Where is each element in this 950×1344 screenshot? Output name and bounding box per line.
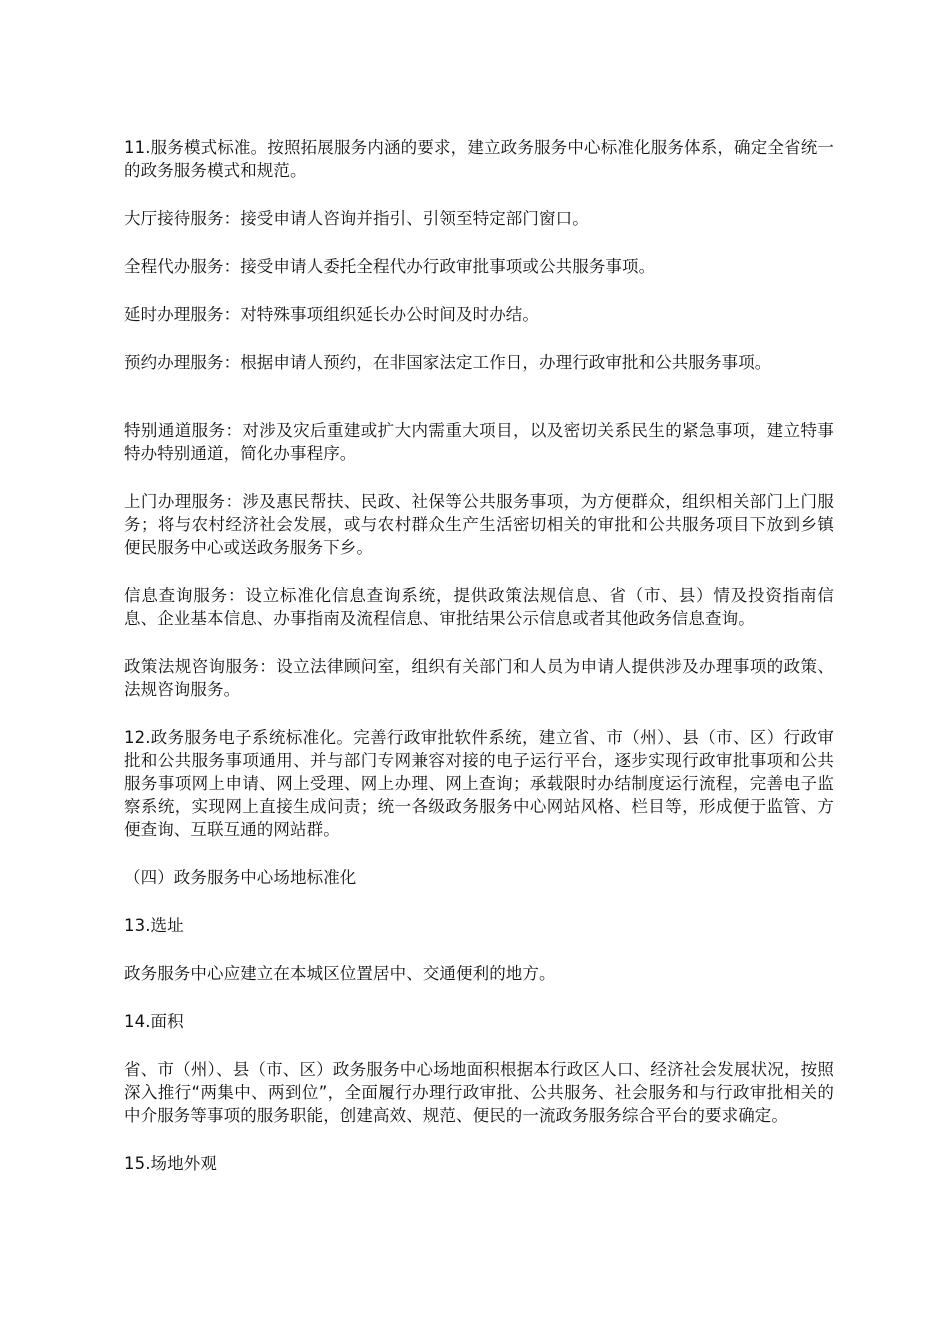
paragraph-area: 省、市（州）、县（市、区）政务服务中心场地面积根据本行政区人口、经济社会发展状况，按照深入推行“两集中、两到位”，全面履行办理行政审批、公共服务、社会服务和与行政审批相关的中介服务等事项的服务职能，创建高效、规范、便民的一流政务服务综合平台的要求确定。 [124, 1060, 834, 1125]
section-heading-site-standard: （四）政务服务中心场地标准化 [124, 868, 357, 887]
paragraph-e-system: 12.政务服务电子系统标准化。完善行政审批软件系统，建立省、市（州）、县（市、区）行政审批和公共服务事项通用、并与部门专网兼容对接的电子运行平台，逐步实现行政审批事项和公共服务事项网上申请、网上受理、网上办理、网上查询；承载限时办结制度运行流程，完善电子监察系统，实现网上直接生成问责；统一各级政务服务中心网站风格、栏目等，形成便于监管、方便查询、互联互通的网站群。 [124, 728, 834, 839]
heading-area: 14.面积 [124, 1012, 184, 1031]
heading-site-appearance: 15.场地外观 [124, 1154, 217, 1173]
paragraph-hall-reception: 大厅接待服务：接受申请人咨询并指引、引领至特定部门窗口。 [124, 209, 589, 228]
paragraph-full-agency: 全程代办服务：接受申请人委托全程代办行政审批事项或公共服务事项。 [124, 257, 656, 276]
paragraph-extended-hours: 延时办理服务：对特殊事项组织延长办公时间及时办结。 [124, 305, 539, 324]
paragraph-appointment: 预约办理服务：根据申请人预约，在非国家法定工作日，办理行政审批和公共服务事项。 [124, 353, 772, 372]
document-body [124, 136, 834, 1175]
paragraph-service-model: 11.服务模式标准。按照拓展服务内涵的要求，建立政务服务中心标准化服务体系，确定全省统一的政务服务模式和规范。 [124, 138, 834, 180]
paragraph-legal-consult: 政策法规咨询服务：设立法律顾问室，组织有关部门和人员为申请人提供涉及办理事项的政策、法规咨询服务。 [124, 657, 834, 699]
paragraph-special-channel: 特别通道服务：对涉及灾后重建或扩大内需重大项目，以及密切关系民生的紧急事项，建立特事特办特别通道，简化办事程序。 [124, 421, 834, 463]
heading-site-selection: 13.选址 [124, 916, 184, 935]
paragraph-info-query: 信息查询服务：设立标准化信息查询系统，提供政策法规信息、省（市、县）情及投资指南信息、企业基本信息、办事指南及流程信息、审批结果公示信息或者其他政务信息查询。 [124, 586, 834, 628]
paragraph-door-to-door: 上门办理服务：涉及惠民帮扶、民政、社保等公共服务事项，为方便群众，组织相关部门上门服务；将与农村经济社会发展，或与农村群众生产生活密切相关的审批和公共服务项目下放到乡镇便民服务中心或送政务服务下乡。 [124, 492, 834, 557]
paragraph-site-selection: 政务服务中心应建立在本城区位置居中、交通便利的地方。 [124, 964, 556, 983]
